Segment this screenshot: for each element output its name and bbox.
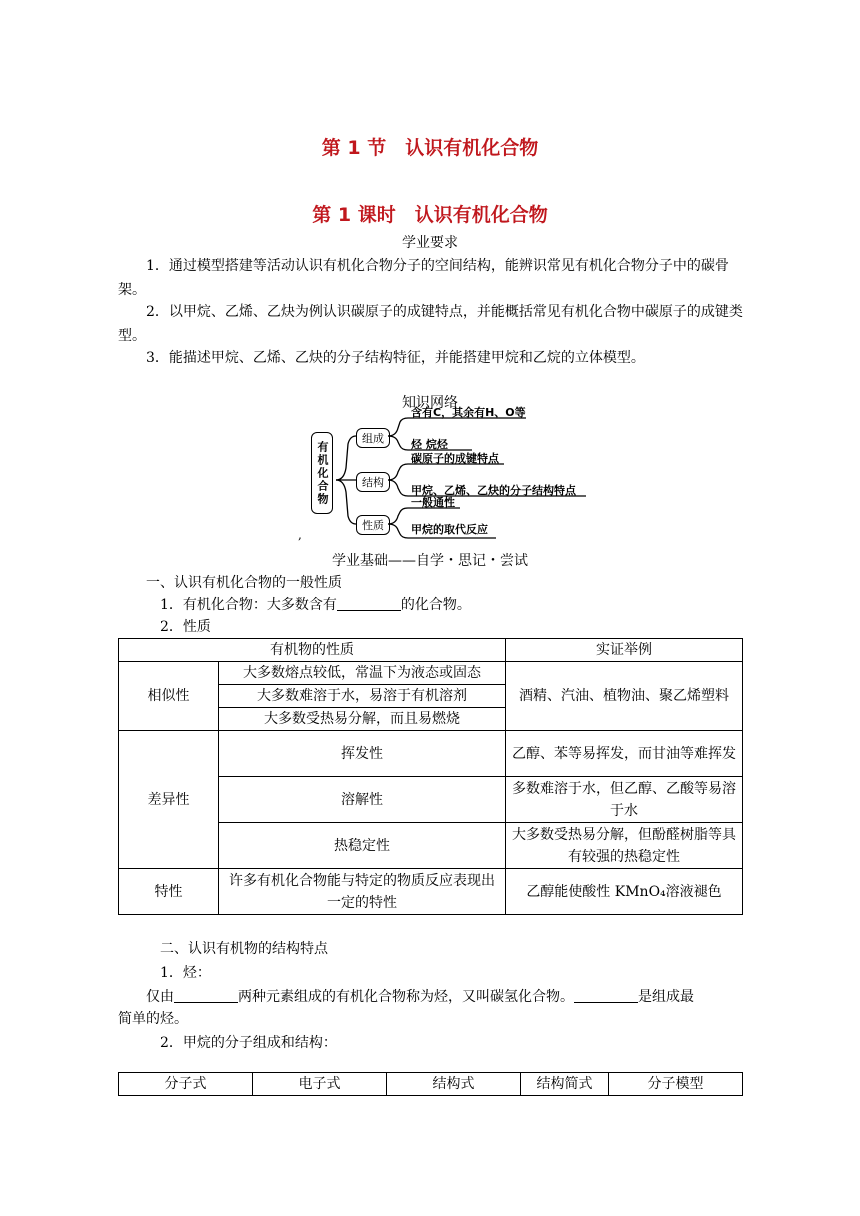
properties-table xyxy=(118,638,743,915)
similar-prop-2: 大多数难溶于水，易溶于有机溶剂 xyxy=(219,685,506,708)
fill-blank[interactable] xyxy=(337,596,401,611)
fill-blank[interactable] xyxy=(574,988,638,1003)
part1-item1: 1．有机化合物：大多数含有 的化合物。 xyxy=(160,597,471,613)
part2-item1: 1．烃： xyxy=(160,965,211,981)
difference-prop-2: 溶解性 xyxy=(219,777,506,823)
network-heading: 知识网络 xyxy=(402,395,458,411)
special-example: 乙醇能使酸性 KMnO₄溶液褪色 xyxy=(506,869,743,915)
network-branch-property: 性质 xyxy=(356,515,390,535)
special-prop: 许多有机化合物能与特定的物质反应表现出一定的特性 xyxy=(219,869,506,915)
similar-prop-1: 大多数熔点较低，常温下为液态或固态 xyxy=(219,662,506,685)
table-header-row xyxy=(119,1073,743,1096)
difference-label: 差异性 xyxy=(119,731,219,869)
table-row xyxy=(119,869,743,915)
network-leaf-composition-1: 含有C，其余有H、O等 xyxy=(411,406,526,419)
network-stray-mark: , xyxy=(298,528,302,542)
difference-prop-1: 挥发性 xyxy=(219,731,506,777)
requirement-item-1: 1．通过模型搭建等活动认识有机化合物分子的空间结构，能辨识常见有机化合物分子中的碳骨架。 xyxy=(118,258,729,298)
part2-heading: 二、认识有机物的结构特点 xyxy=(160,941,328,957)
foundation-heading: 学业基础——自学・思记・尝试 xyxy=(332,553,528,569)
requirement-item-2: 2．以甲烷、乙烯、乙炔为例认识碳原子的成键特点，并能概括常见有机化合物中碳原子的成键类型。 xyxy=(118,304,743,344)
network-leaf-property-2: 甲烷的取代反应 xyxy=(411,523,488,536)
section-title: 第 1 节 认识有机化合物 xyxy=(321,137,539,159)
similar-label: 相似性 xyxy=(119,662,219,731)
header-formula: 分子式 xyxy=(119,1073,253,1096)
part2-line-b: 简单的烃。 xyxy=(118,1011,188,1027)
header-property: 有机物的性质 xyxy=(119,639,506,662)
network-leaf-structure-2: 甲烷、乙烯、乙炔的分子结构特点 xyxy=(411,484,576,497)
network-leaf-composition-2: 烃 烷烃 xyxy=(411,438,448,451)
part2-item2: 2．甲烷的分子组成和结构： xyxy=(160,1035,337,1051)
header-structural: 结构式 xyxy=(387,1073,521,1096)
requirement-item-3: 3．能描述甲烷、乙烯、乙炔的分子结构特征，并能搭建甲烷和乙烷的立体模型。 xyxy=(146,350,645,366)
network-leaf-property-1: 一般通性 xyxy=(411,496,455,509)
methane-structure-table xyxy=(118,1072,743,1096)
similar-example: 酒精、汽油、植物油、聚乙烯塑料 xyxy=(506,662,743,731)
network-leaf-structure-1: 碳原子的成键特点 xyxy=(411,452,499,465)
part2-line-a: 仅由 两种元素组成的有机化合物称为烃，又叫碳氢化合物。 是组成最 xyxy=(146,989,694,1005)
network-branch-composition: 组成 xyxy=(356,428,390,448)
lesson-title: 第 1 课时 认识有机化合物 xyxy=(312,204,548,226)
difference-prop-3: 热稳定性 xyxy=(219,823,506,869)
table-header-row xyxy=(119,639,743,662)
network-root-label: 有机化合物 xyxy=(316,440,329,506)
difference-example-1: 乙醇、苯等易挥发，而甘油等难挥发 xyxy=(506,731,743,777)
fill-blank[interactable] xyxy=(174,988,238,1003)
requirements-heading: 学业要求 xyxy=(402,235,458,251)
network-branch-structure: 结构 xyxy=(356,472,390,492)
part1-item2: 2．性质 xyxy=(160,619,211,635)
part1-heading: 一、认识有机化合物的一般性质 xyxy=(146,575,342,591)
header-electron: 电子式 xyxy=(253,1073,387,1096)
header-example: 实证举例 xyxy=(506,639,743,662)
difference-example-3: 大多数受热易分解，但酚醛树脂等具有较强的热稳定性 xyxy=(506,823,743,869)
table-row xyxy=(119,731,743,777)
similar-prop-3: 大多数受热易分解，而且易燃烧 xyxy=(219,708,506,731)
header-condensed: 结构简式 xyxy=(521,1073,609,1096)
header-model: 分子模型 xyxy=(609,1073,743,1096)
difference-example-2: 多数难溶于水，但乙醇、乙酸等易溶于水 xyxy=(506,777,743,823)
special-label: 特性 xyxy=(119,869,219,915)
network-root-box xyxy=(311,432,333,514)
table-row xyxy=(119,662,743,685)
